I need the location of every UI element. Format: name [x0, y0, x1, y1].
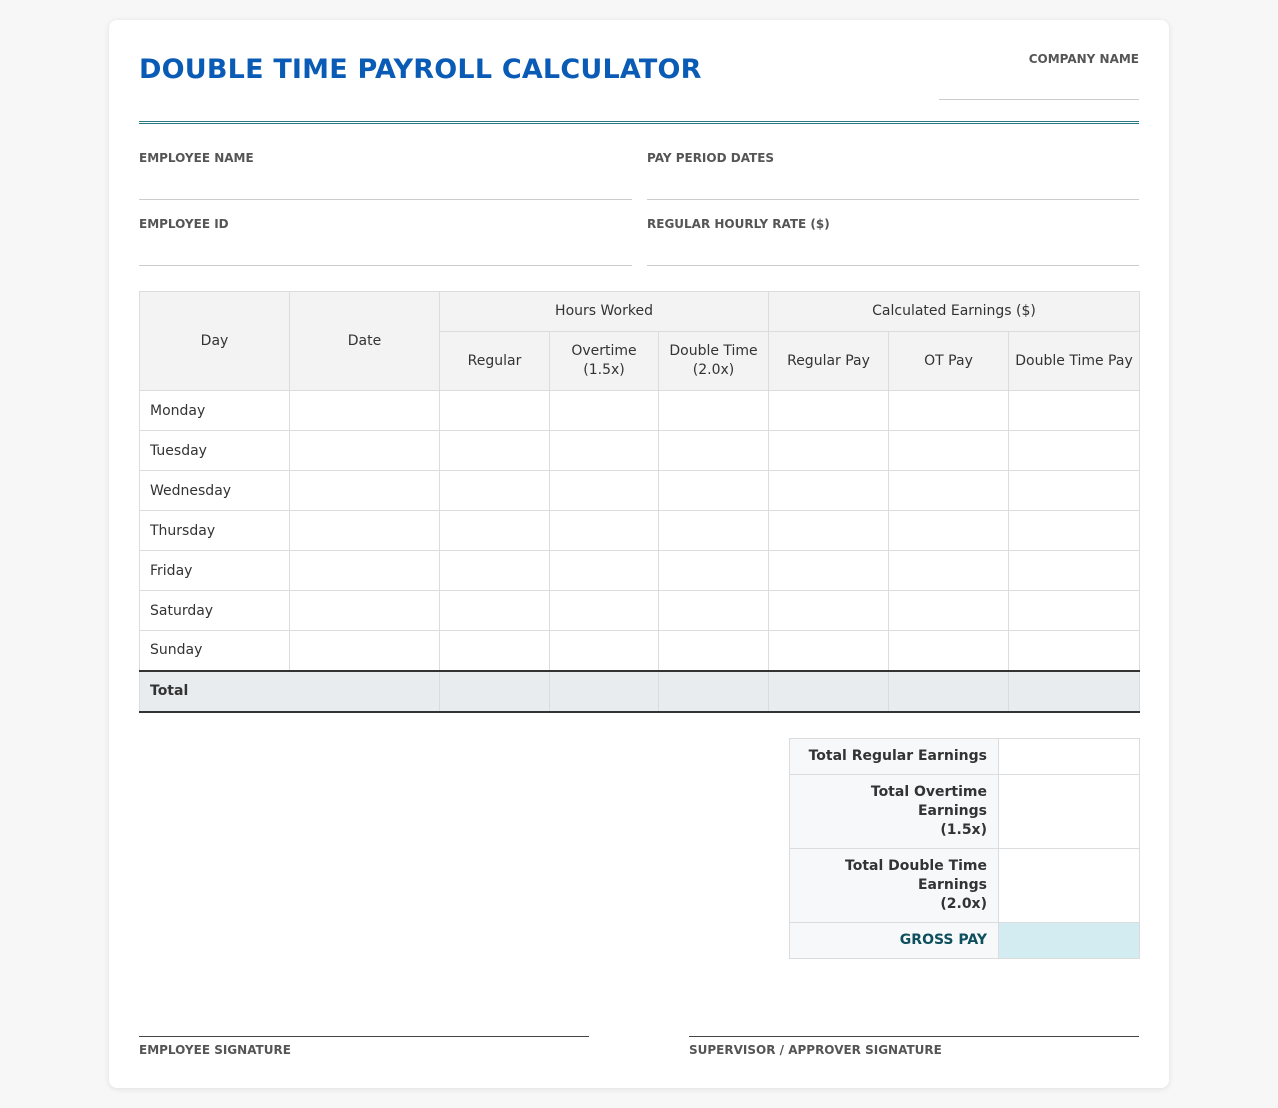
header-double-time — [659, 332, 769, 391]
employee-signature-line[interactable] — [139, 1036, 589, 1037]
date-cell[interactable] — [290, 471, 440, 511]
header-overtime-rate: (1.5x) — [583, 362, 625, 378]
hours-table — [139, 291, 1140, 713]
total-regular-hours — [440, 671, 550, 712]
supervisor-signature-label: SUPERVISOR / APPROVER SIGNATURE — [689, 1043, 942, 1057]
regular-hours-cell[interactable] — [440, 511, 550, 551]
double-time-hours-cell[interactable] — [659, 591, 769, 631]
header-double-time-label: Double Time — [669, 343, 758, 359]
table-row — [140, 431, 1140, 471]
page-title: DOUBLE TIME PAYROLL CALCULATOR — [139, 54, 702, 85]
date-cell[interactable] — [290, 551, 440, 591]
regular-pay-cell[interactable] — [769, 471, 889, 511]
hourly-rate-field[interactable] — [647, 265, 1139, 266]
header-regular: Regular — [440, 332, 550, 391]
ot-pay-cell[interactable] — [889, 551, 1009, 591]
overtime-hours-cell[interactable] — [550, 511, 659, 551]
header-overtime-label: Overtime — [571, 343, 637, 359]
total-double-time-hours — [659, 671, 769, 712]
header-date: Date — [290, 292, 440, 391]
total-regular-pay — [769, 671, 889, 712]
table-row — [140, 511, 1140, 551]
total-overtime-hours — [550, 671, 659, 712]
day-cell: Monday — [140, 391, 290, 431]
supervisor-signature-line[interactable] — [689, 1036, 1139, 1037]
total-double-time-earnings-rate: (2.0x) — [940, 896, 987, 912]
total-label: Total — [140, 671, 440, 712]
gross-pay-value[interactable] — [999, 923, 1140, 959]
ot-pay-cell[interactable] — [889, 471, 1009, 511]
total-regular-earnings-value[interactable] — [999, 739, 1140, 775]
overtime-hours-cell[interactable] — [550, 591, 659, 631]
date-cell[interactable] — [290, 631, 440, 671]
employee-name-field[interactable] — [139, 199, 632, 200]
day-cell: Saturday — [140, 591, 290, 631]
date-cell[interactable] — [290, 431, 440, 471]
total-overtime-earnings-text: Total Overtime Earnings — [870, 784, 987, 819]
payroll-form — [109, 20, 1169, 1088]
header-calculated-earnings: Calculated Earnings ($) — [769, 292, 1140, 332]
employee-signature-label: EMPLOYEE SIGNATURE — [139, 1043, 291, 1057]
table-row — [140, 631, 1140, 671]
double-time-hours-cell[interactable] — [659, 631, 769, 671]
company-name-label: COMPANY NAME — [1028, 52, 1139, 66]
total-ot-pay — [889, 671, 1009, 712]
double-time-pay-cell[interactable] — [1009, 431, 1140, 471]
regular-hours-cell[interactable] — [440, 551, 550, 591]
header-overtime — [550, 332, 659, 391]
total-regular-earnings-label: Total Regular Earnings — [790, 739, 999, 775]
total-double-time-earnings-value[interactable] — [999, 849, 1140, 923]
regular-pay-cell[interactable] — [769, 551, 889, 591]
ot-pay-cell[interactable] — [889, 391, 1009, 431]
double-time-hours-cell[interactable] — [659, 551, 769, 591]
gross-pay-label: GROSS PAY — [790, 923, 999, 959]
pay-period-label: PAY PERIOD DATES — [647, 151, 775, 165]
double-time-pay-cell[interactable] — [1009, 551, 1140, 591]
date-cell[interactable] — [290, 591, 440, 631]
double-time-hours-cell[interactable] — [659, 391, 769, 431]
day-cell: Friday — [140, 551, 290, 591]
regular-pay-cell[interactable] — [769, 391, 889, 431]
total-row — [140, 671, 1140, 712]
total-double-time-pay — [1009, 671, 1140, 712]
day-cell: Sunday — [140, 631, 290, 671]
regular-hours-cell[interactable] — [440, 631, 550, 671]
date-cell[interactable] — [290, 391, 440, 431]
table-row — [140, 391, 1140, 431]
header-double-time-rate: (2.0x) — [692, 362, 735, 378]
overtime-hours-cell[interactable] — [550, 391, 659, 431]
regular-hours-cell[interactable] — [440, 591, 550, 631]
regular-pay-cell[interactable] — [769, 591, 889, 631]
overtime-hours-cell[interactable] — [550, 551, 659, 591]
day-cell: Tuesday — [140, 431, 290, 471]
employee-name-label: EMPLOYEE NAME — [139, 151, 254, 165]
double-time-pay-cell[interactable] — [1009, 631, 1140, 671]
pay-period-field[interactable] — [647, 199, 1139, 200]
employee-id-field[interactable] — [139, 265, 632, 266]
double-time-pay-cell[interactable] — [1009, 471, 1140, 511]
header-regular-pay: Regular Pay — [769, 332, 889, 391]
regular-pay-cell[interactable] — [769, 631, 889, 671]
total-double-time-earnings-text: Total Double Time Earnings — [845, 858, 987, 893]
earnings-summary — [789, 738, 1140, 959]
ot-pay-cell[interactable] — [889, 591, 1009, 631]
table-row — [140, 551, 1140, 591]
header-ot-pay: OT Pay — [889, 332, 1009, 391]
day-cell: Wednesday — [140, 471, 290, 511]
header-double-time-pay: Double Time Pay — [1009, 332, 1140, 391]
overtime-hours-cell[interactable] — [550, 471, 659, 511]
ot-pay-cell[interactable] — [889, 511, 1009, 551]
total-overtime-earnings-rate: (1.5x) — [940, 822, 987, 838]
ot-pay-cell[interactable] — [889, 431, 1009, 471]
double-time-hours-cell[interactable] — [659, 431, 769, 471]
regular-hours-cell[interactable] — [440, 431, 550, 471]
regular-hours-cell[interactable] — [440, 471, 550, 511]
total-double-time-earnings-label — [790, 849, 999, 923]
header-day: Day — [140, 292, 290, 391]
regular-hours-cell[interactable] — [440, 391, 550, 431]
day-cell: Thursday — [140, 511, 290, 551]
total-overtime-earnings-label — [790, 775, 999, 849]
double-time-hours-cell[interactable] — [659, 511, 769, 551]
date-cell[interactable] — [290, 511, 440, 551]
double-time-pay-cell[interactable] — [1009, 591, 1140, 631]
overtime-hours-cell[interactable] — [550, 431, 659, 471]
ot-pay-cell[interactable] — [889, 631, 1009, 671]
regular-pay-cell[interactable] — [769, 511, 889, 551]
header-hours-worked: Hours Worked — [440, 292, 769, 332]
table-row — [140, 471, 1140, 511]
double-time-pay-cell[interactable] — [1009, 511, 1140, 551]
regular-pay-cell[interactable] — [769, 431, 889, 471]
total-overtime-earnings-value[interactable] — [999, 775, 1140, 849]
double-time-pay-cell[interactable] — [1009, 391, 1140, 431]
employee-id-label: EMPLOYEE ID — [139, 217, 229, 231]
hourly-rate-label: REGULAR HOURLY RATE ($) — [647, 217, 830, 231]
table-row — [140, 591, 1140, 631]
double-time-hours-cell[interactable] — [659, 471, 769, 511]
company-name-field[interactable] — [939, 99, 1139, 100]
form-header — [139, 20, 1139, 124]
overtime-hours-cell[interactable] — [550, 631, 659, 671]
